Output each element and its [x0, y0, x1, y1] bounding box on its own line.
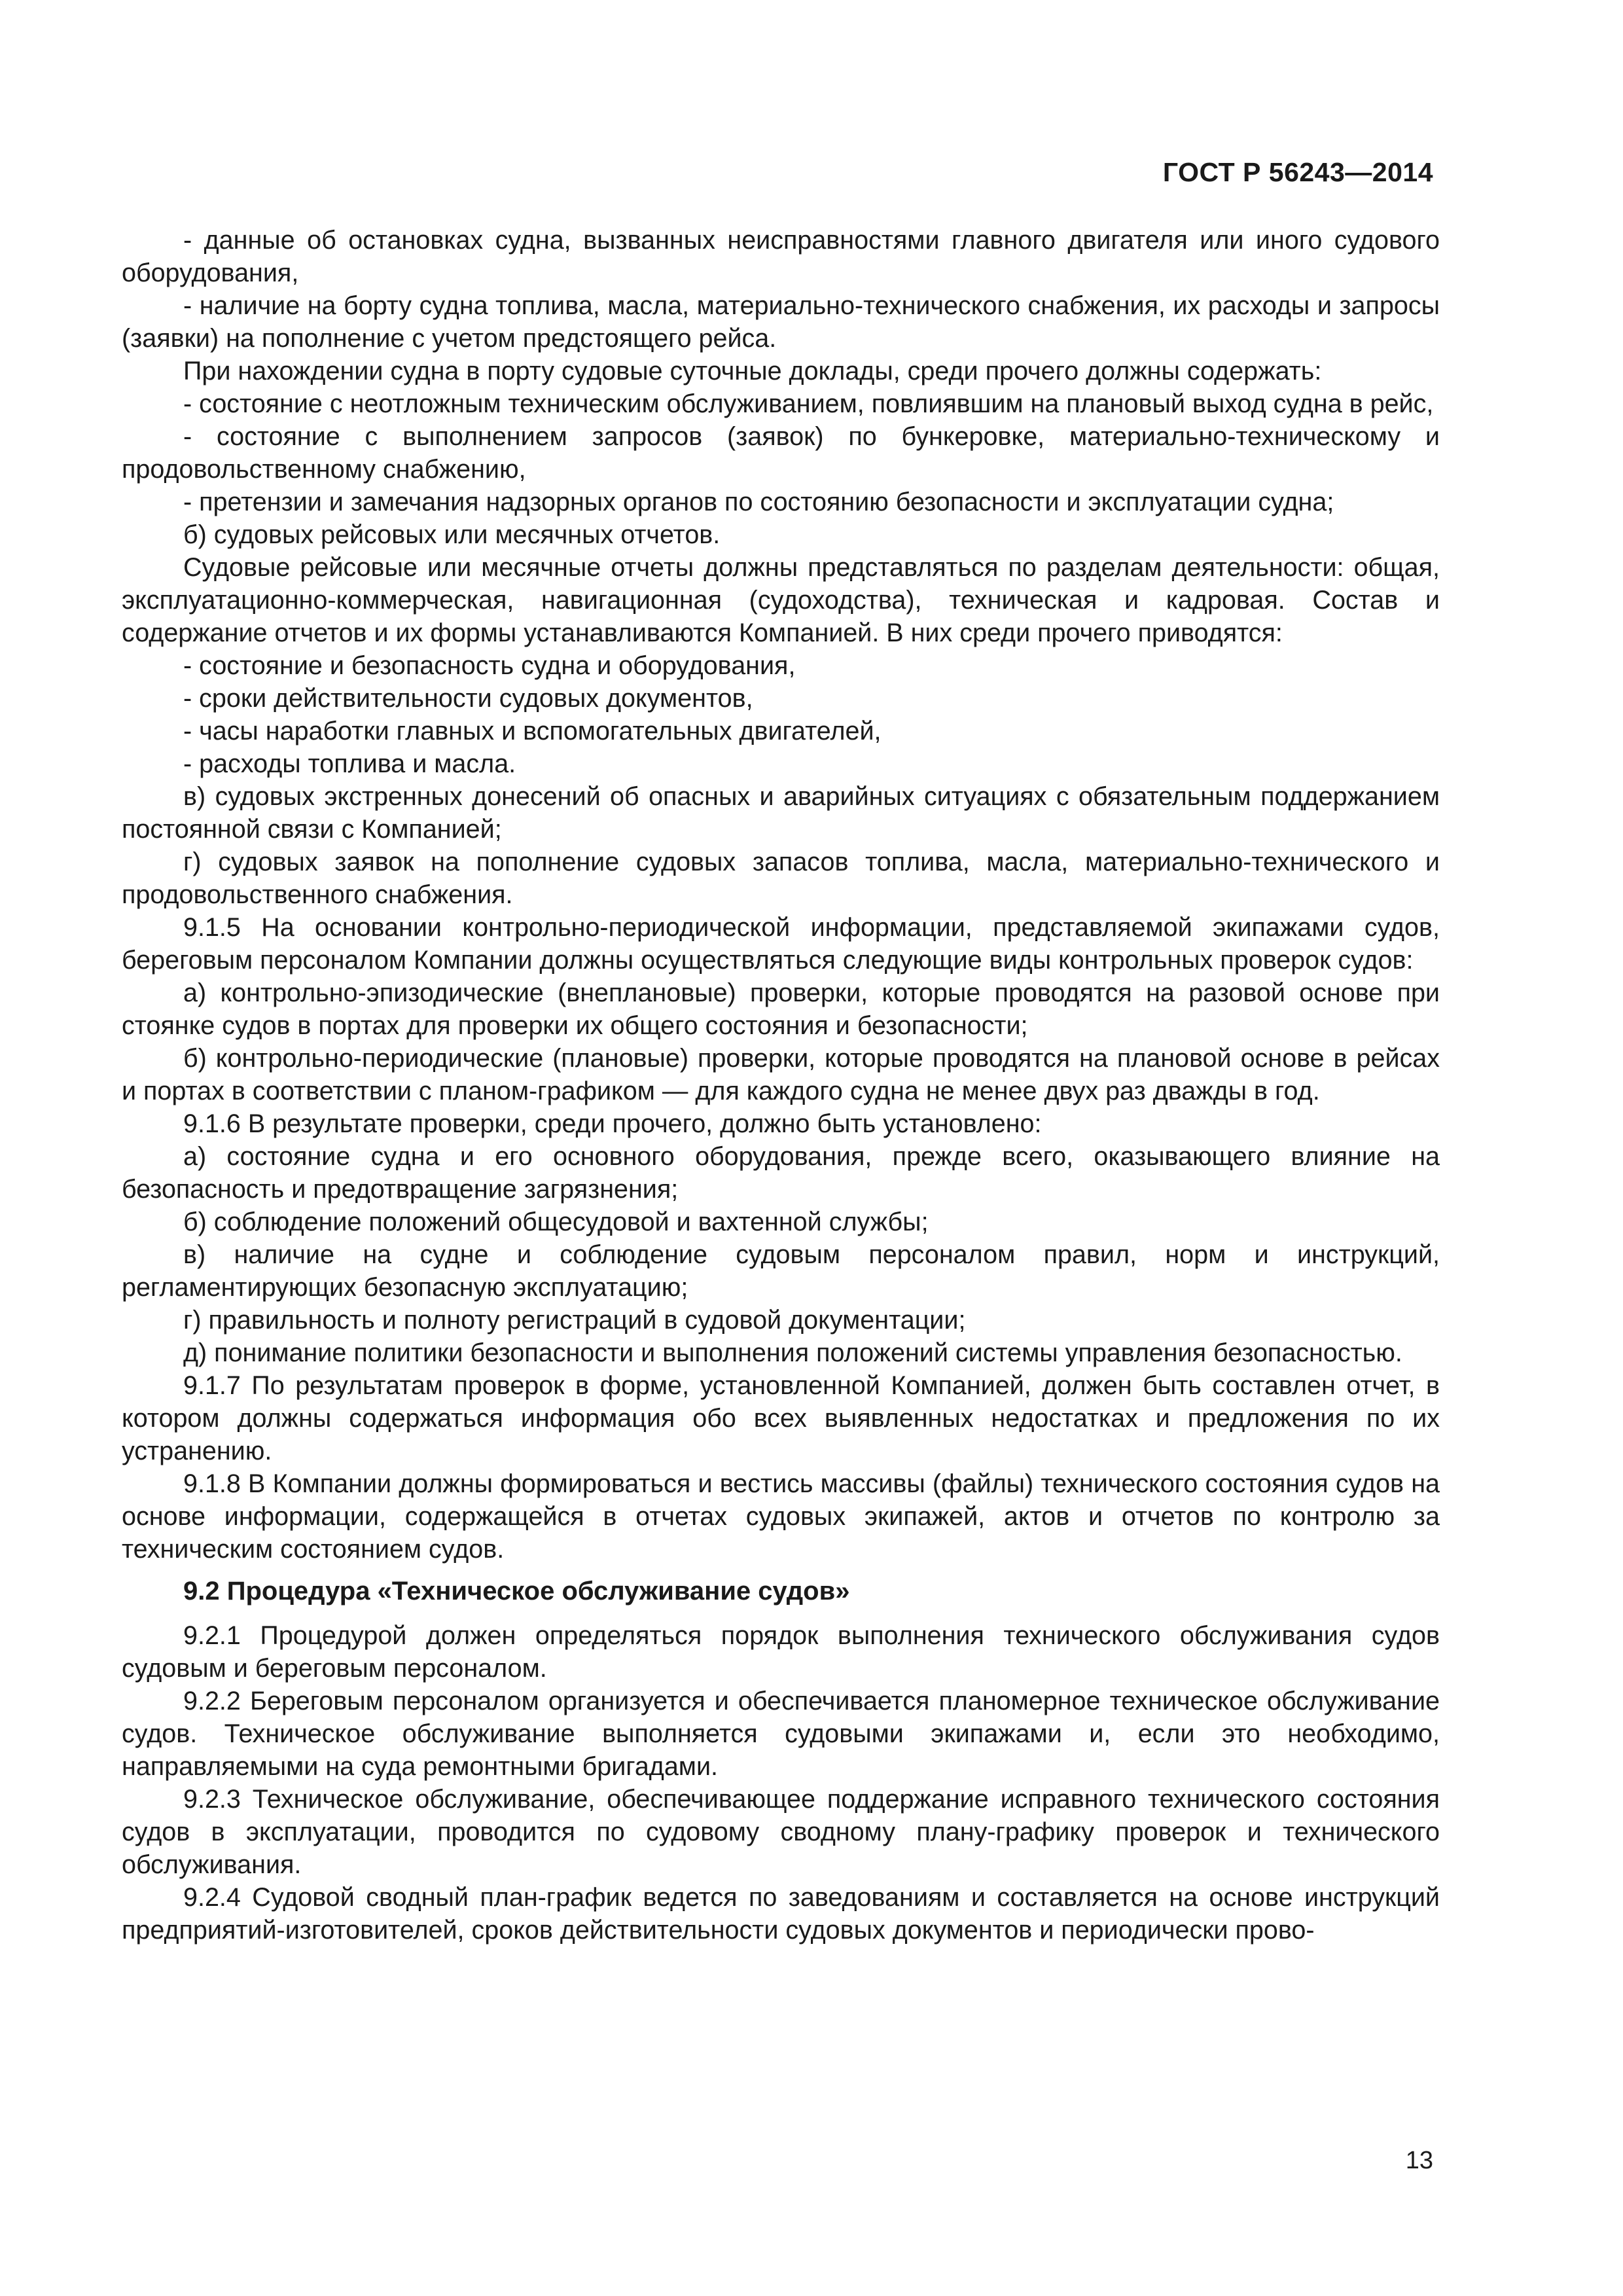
section-paragraph: 9.2.2 Береговым персоналом организуется и обеспечивается планомерное техническое обслуживание судов. Техническое обслуживание выполняется судовыми экипажами и, если это необходимо, направляемыми на суда ремонтными бригадами. [122, 1687, 1440, 1781]
paragraph: - состояние с неотложным техническим обслуживанием, повлиявшим на плановый выход судна в рейс, [183, 389, 1434, 418]
paragraph: При нахождении судна в порту судовые суточные доклады, среди прочего должны содержать: [183, 357, 1322, 386]
paragraph: б) контрольно-периодические (плановые) проверки, которые проводятся на плановой основе в рейсах и портах в соответствии с планом-графиком — для каждого судна не менее двух раз дважды в год. [122, 1044, 1440, 1105]
paragraph: Судовые рейсовые или месячные отчеты должны представляться по разделам деятельности: общая, эксплуатационно-коммерческая, навигационная (судоходства), техническая и кадровая. Состав и содержание отчетов и их формы устанавливаются Компанией. В них среди прочего приводятся: [122, 553, 1440, 647]
paragraph: б) судовых рейсовых или месячных отчетов. [183, 520, 721, 549]
paragraph: - состояние с выполнением запросов (заявок) по бункеровке, материально-техническому и продовольственному снабжению, [122, 422, 1440, 484]
paragraph: в) наличие на судне и соблюдение судовым персоналом правил, норм и инструкций, регламентирующих безопасную эксплуатацию; [122, 1240, 1440, 1302]
page-body [122, 224, 1440, 1946]
page-number: 13 [1405, 2147, 1433, 2174]
paragraph: г) судовых заявок на пополнение судовых запасов топлива, масла, материально-технического и продовольственного снабжения. [122, 848, 1440, 909]
section-paragraph: 9.2.4 Судовой сводный план-график ведется по заведованиям и составляется на основе инструкций предприятий-изготовителей, сроков действительности судовых документов и периодически прово- [122, 1883, 1440, 1945]
paragraph: 9.1.5 На основании контрольно-периодической информации, представляемой экипажами судов, береговым персоналом Компании должны осуществляться следующие виды контрольных проверок судов: [122, 913, 1440, 975]
paragraph: - расходы топлива и масла. [183, 749, 516, 778]
paragraph: д) понимание политики безопасности и выполнения положений системы управления безопасностью. [183, 1338, 1402, 1367]
paragraph: - претензии и замечания надзорных органов по состоянию безопасности и эксплуатации судна; [183, 488, 1334, 516]
paragraph: 9.1.7 По результатам проверок в форме, установленной Компанией, должен быть составлен отчет, в котором должны содержаться информация обо всех выявленных недостатках и предложения по их устранению. [122, 1371, 1440, 1465]
paragraph: 9.1.8 В Компании должны формироваться и вестись массивы (файлы) технического состояния судов на основе информации, содержащейся в отчетах судовых экипажей, актов и отчетов по контролю за техническим состоянием судов. [122, 1469, 1440, 1564]
paragraph: в) судовых экстренных донесений об опасных и аварийных ситуациях с обязательным поддержанием постоянной связи с Компанией; [122, 782, 1440, 844]
paragraph: - наличие на борту судна топлива, масла, материально-технического снабжения, их расходы и запросы (заявки) на пополнение с учетом предстоящего рейса. [122, 291, 1440, 353]
paragraph: а) состояние судна и его основного оборудования, прежде всего, оказывающего влияние на безопасность и предотвращение загрязнения; [122, 1142, 1440, 1204]
paragraph: а) контрольно-эпизодические (внеплановые) проверки, которые проводятся на разовой основе при стоянке судов в портах для проверки их общего состояния и безопасности; [122, 978, 1440, 1040]
paragraph: 9.1.6 В результате проверки, среди прочего, должно быть установлено: [183, 1109, 1042, 1138]
paragraph: г) правильность и полноту регистраций в судовой документации; [183, 1306, 966, 1335]
section-heading: 9.2 Процедура «Техническое обслуживание судов» [183, 1577, 850, 1605]
paragraph: - сроки действительности судовых документов, [183, 684, 753, 713]
paragraph: б) соблюдение положений общесудовой и вахтенной службы; [183, 1208, 929, 1236]
paragraph: - состояние и безопасность судна и оборудования, [183, 651, 796, 680]
paragraph: - данные об остановках судна, вызванных неисправностями главного двигателя или иного судового оборудования, [122, 226, 1440, 287]
document-designation: ГОСТ Р 56243—2014 [1162, 157, 1433, 187]
paragraph: - часы наработки главных и вспомогательных двигателей, [183, 717, 882, 745]
section-paragraph: 9.2.3 Техническое обслуживание, обеспечивающее поддержание исправного технического состояния судов в эксплуатации, проводится по судовому сводному плану-графику проверок и технического обслуживания. [122, 1785, 1440, 1879]
section-paragraph: 9.2.1 Процедурой должен определяться порядок выполнения технического обслуживания судов судовым и береговым персоналом. [122, 1621, 1440, 1683]
